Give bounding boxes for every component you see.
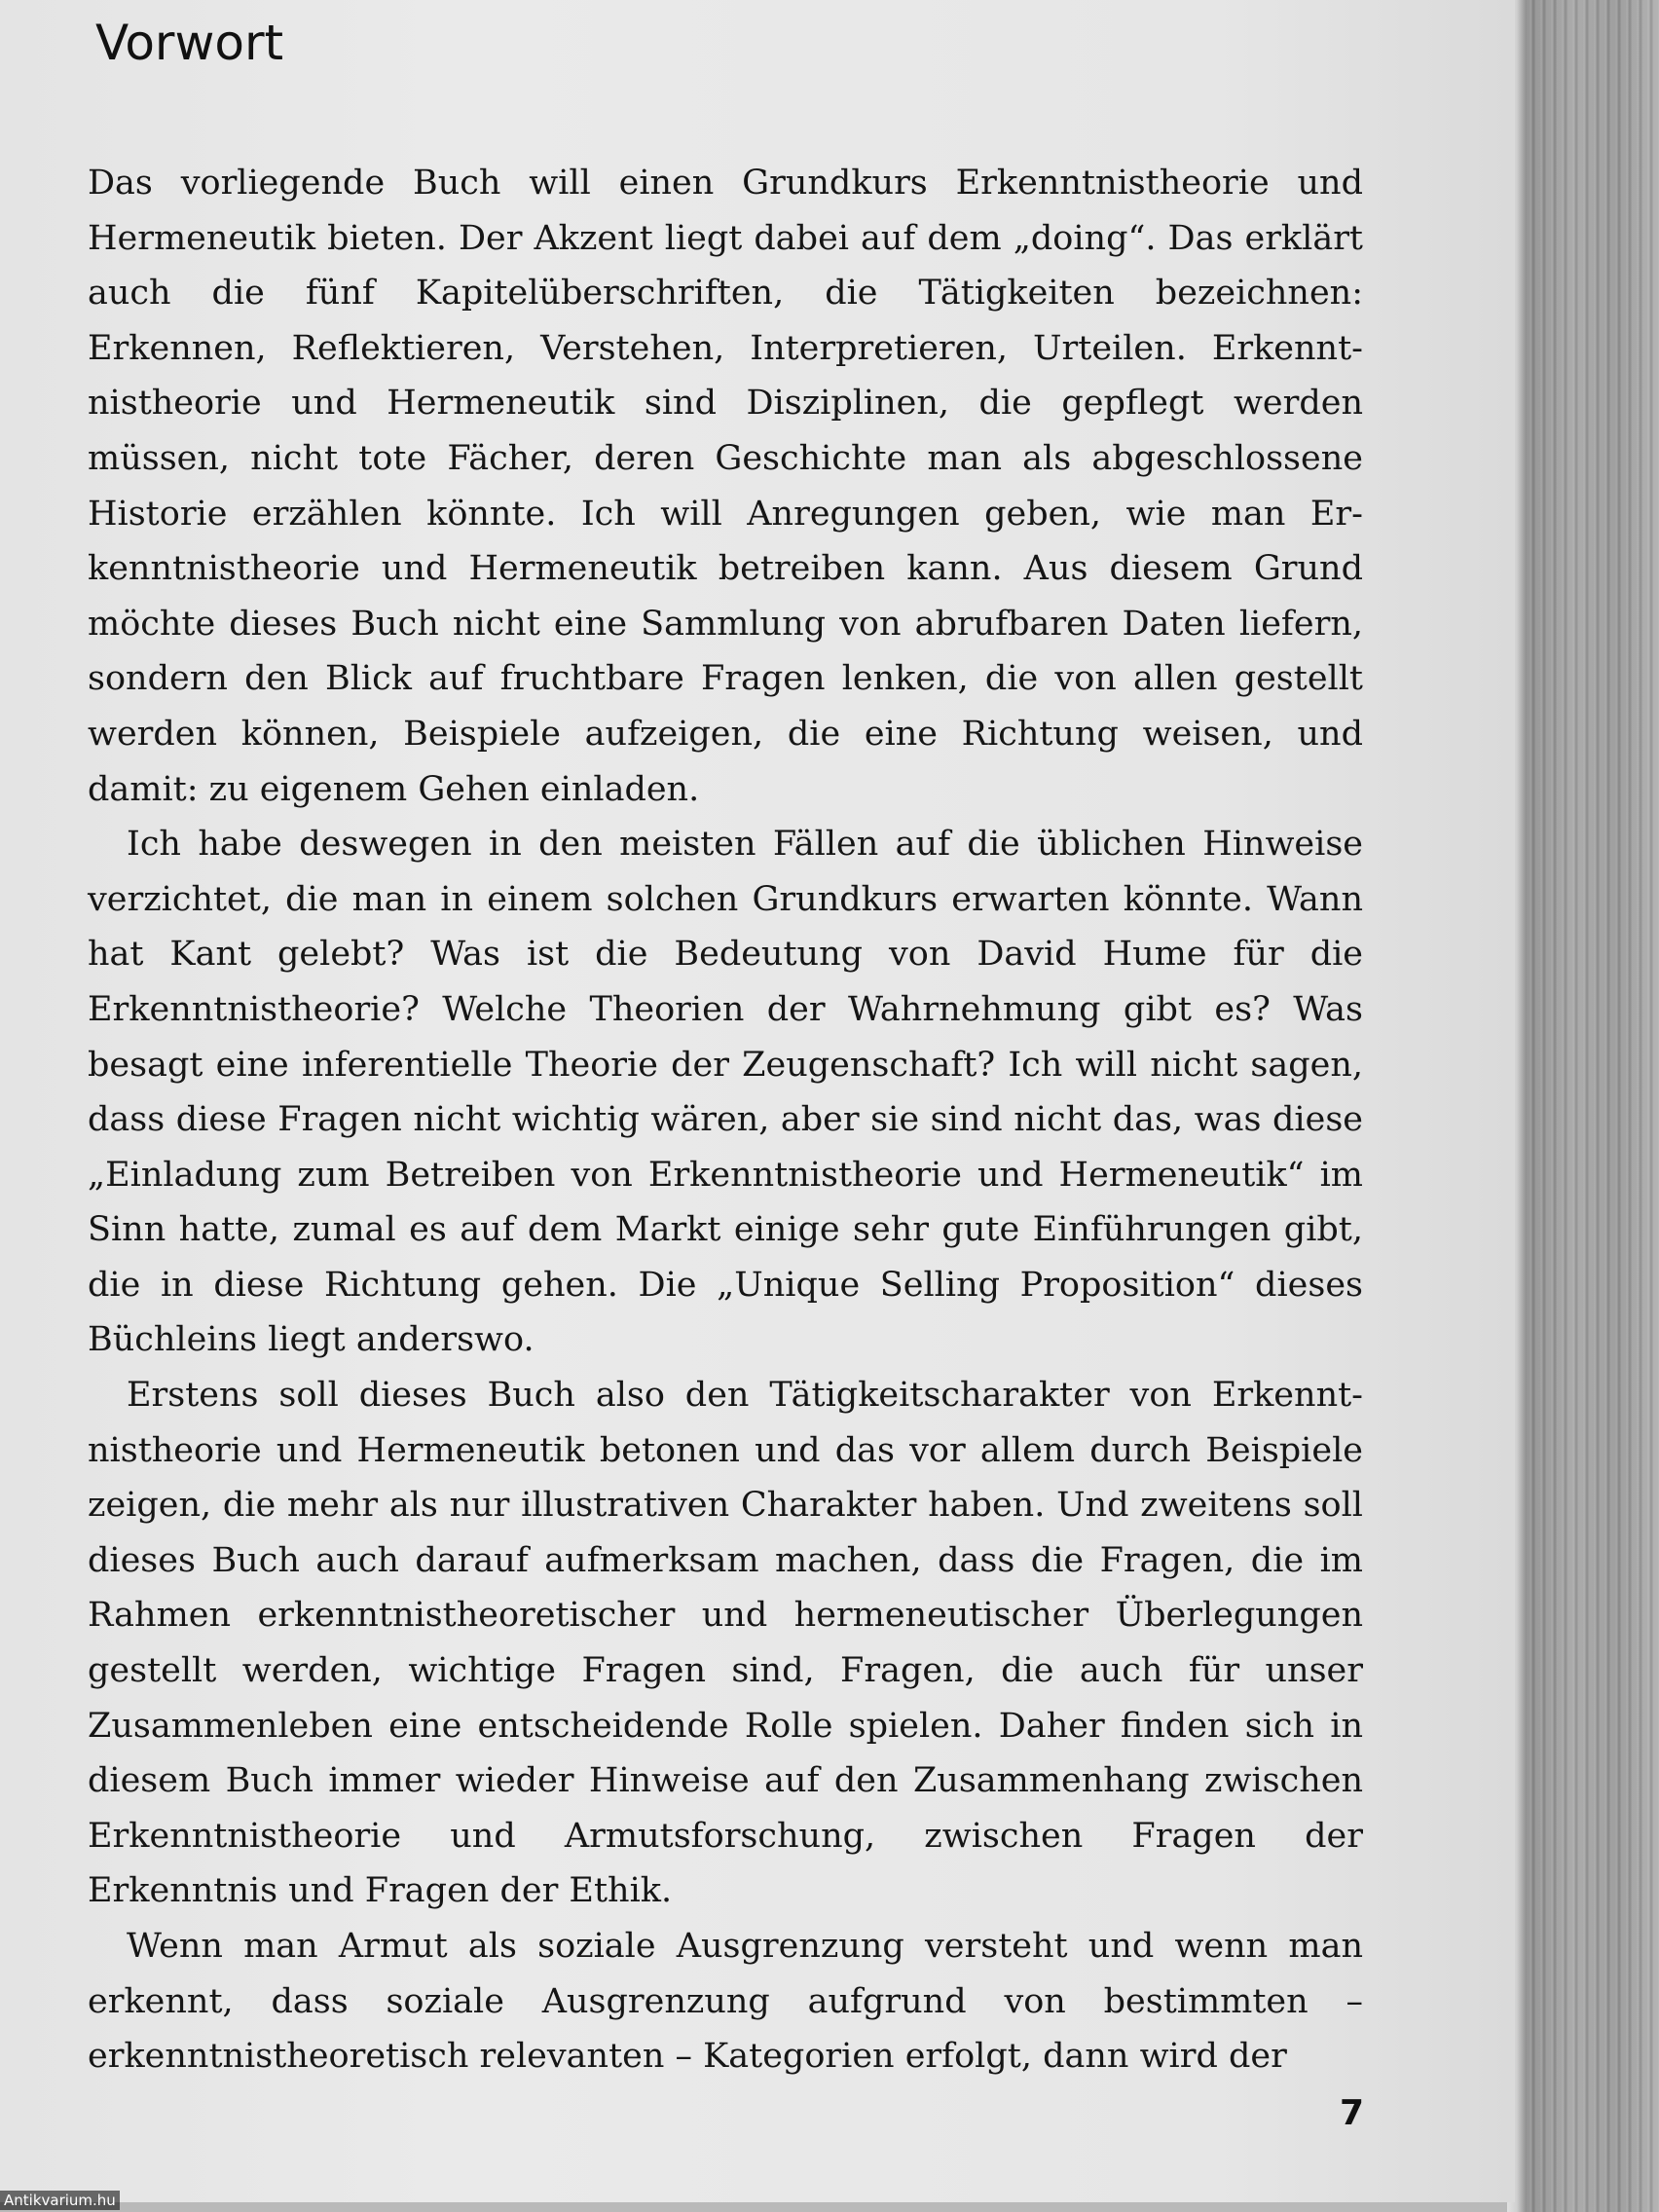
show-through-text [1295,0,1509,156]
chapter-title: Vorwort [95,15,284,71]
paragraph: Das vorliegende Buch will einen Grundkurs Erkenntnistheorie und Hermeneutik bieten. Der Akzent liegt dabei auf dem „doing“. Das erklärt auch die fünf Kapitelüberschriften, die Tätigkeiten bezeichnen: Erkennen, Reflektieren, Verstehen, Interpretieren, Urteilen. Erkenntnistheorie und Hermeneutik sind Disziplinen, die gepflegt werden müssen, nicht tote Fächer, deren Geschichte man als abgeschlossene Historie erzählen könnte. Ich will Anregungen geben, wie man Erkenntnistheorie und Hermeneutik betreiben kann. Aus diesem Grund möchte dieses Buch nicht eine Sammlung von abrufbaren Daten liefern, sondern den Blick auf fruchtbare Fragen lenken, die von allen gestellt werden können, Beispiele aufzeigen, die eine Richtung weisen, und damit: zu eigenem Gehen einladen. [88,164,1363,809]
body-text [88,156,1363,2084]
paragraph: Wenn man Armut als soziale Ausgrenzung versteht und wenn man erkennt, dass soziale Ausgrenzung aufgrund von bestimmten – erkenntnistheoretisch relevanten – Kategorien erfolgt, dann wird der [88,1927,1363,2077]
paragraph: Erstens soll dieses Buch also den Tätigkeitscharakter von Erkenntnistheorie und Hermeneutik betonen und das vor allem durch Beispiele zeigen, die mehr als nur illustrativen Charakter haben. Und zweitens soll dieses Buch auch darauf aufmerksam machen, dass die Fragen, die im Rahmen erkenntnistheoretischer und hermeneutischer Überlegungen gestellt werden, wichtige Fragen sind, Fragen, die auch für unser Zusammenleben eine entscheidende Rolle spielen. Daher finden sich in diesem Buch immer wieder Hinweise auf den Zusammenhang zwischen Erkenntnistheorie und Armutsforschung, zwischen Fragen der Erkenntnis und Fragen der Ethik. [88,1376,1363,1911]
watermark: Antikvarium.hu [0,2191,120,2210]
paragraph: Ich habe deswegen in den meisten Fällen auf die üblichen Hinweise verzichtet, die man in einem solchen Grundkurs erwarten könnte. Wann hat Kant gelebt? Was ist die Bedeutung von David Hume für die Erkenntnistheorie? Welche Theorien der Wahrnehmung gibt es? Was besagt eine inferentielle Theorie der Zeugenschaft? Ich will nicht sagen, dass diese Fragen nicht wichtig wären, aber sie sind nicht das, was diese „Einladung zum Betreiben von Erkenntnistheorie und Hermeneutik“ im Sinn hatte, zumal es auf dem Markt einige sehr gute Einführungen gibt, die in diese Richtung gehen. Die „Unique Selling Proposition“ dieses Büchleins liegt anderswo. [88,825,1363,1360]
wooden-surface [1519,0,1659,2212]
page-number: 7 [1340,2093,1365,2133]
